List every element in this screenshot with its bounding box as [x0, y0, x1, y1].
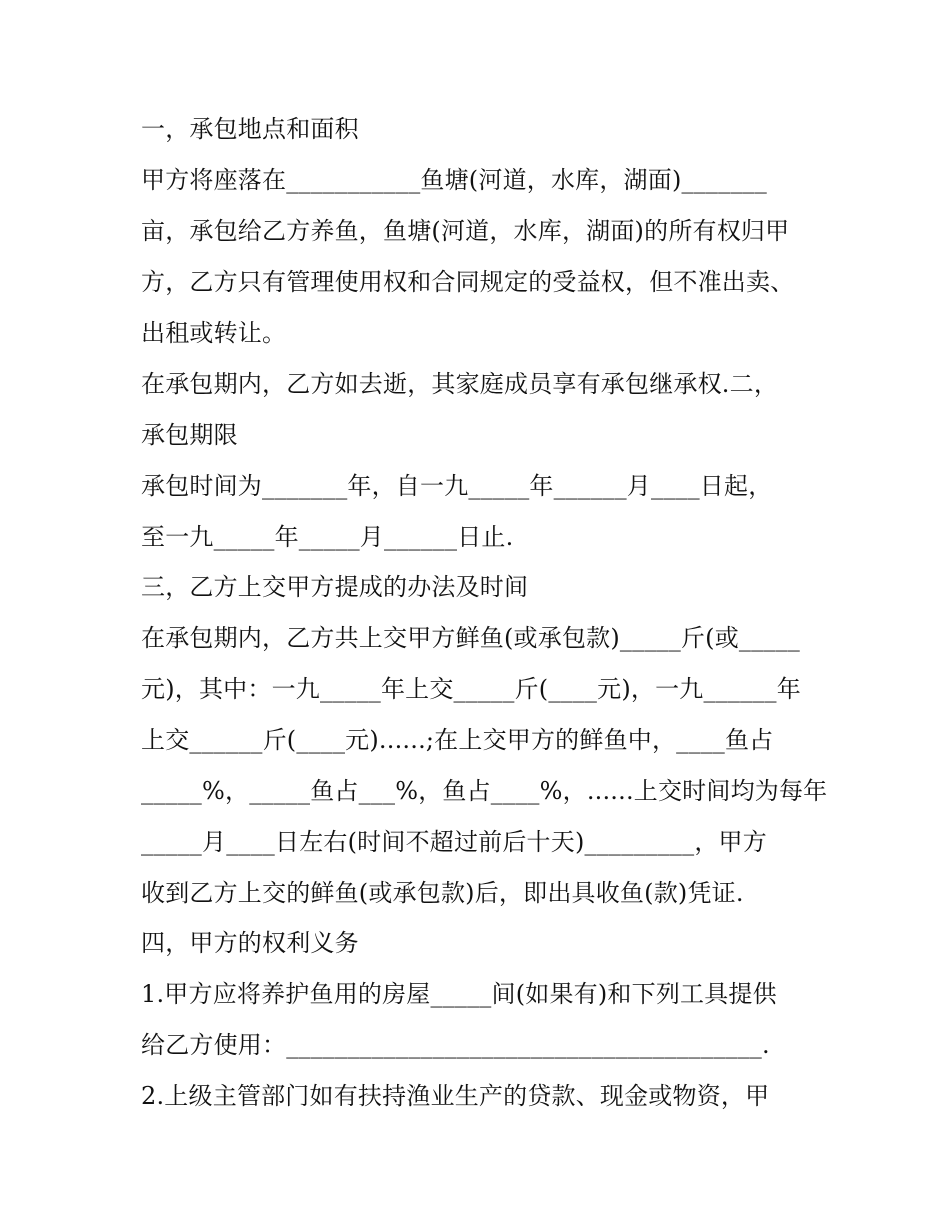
paragraph-line: 元)，其中：一九_____年上交_____斤(____元)，一九______年: [141, 675, 801, 703]
paragraph-line: 至一九_____年_____月______日止.: [141, 523, 514, 551]
paragraph-line: 上交______斤(____元)......;在上交甲方的鲜鱼中，____鱼占: [141, 726, 774, 754]
paragraph-line: 甲方将座落在___________鱼塘(河道，水库，湖面)_______: [141, 166, 767, 194]
list-item: 1.甲方应将养护鱼用的房屋_____间(如果有)和下列工具提供: [141, 980, 777, 1008]
list-item-continuation: 给乙方使用：_______________________________________.: [141, 1031, 770, 1059]
paragraph-line: 收到乙方上交的鲜鱼(或承包款)后，即出具收鱼(款)凭证.: [141, 879, 744, 907]
paragraph-line: 亩，承包给乙方养鱼，鱼塘(河道，水库，湖面)的所有权归甲: [141, 217, 790, 245]
section-1-heading: 一，承包地点和面积: [141, 115, 359, 143]
paragraph-line: _____%，_____鱼占___%，鱼占____%，......上交时间均为每年: [141, 777, 828, 805]
list-item: 2.上级主管部门如有扶持渔业生产的贷款、现金或物资，甲: [141, 1082, 770, 1110]
paragraph-line: _____月____日左右(时间不超过前后十天)_________，甲方: [141, 828, 767, 856]
paragraph-line: 承包时间为_______年，自一九_____年______月____日起，: [141, 472, 773, 500]
paragraph-line: 出租或转让。: [141, 319, 287, 347]
section-4-heading: 四，甲方的权利义务: [141, 929, 359, 957]
paragraph-line: 在承包期内，乙方共上交甲方鲜鱼(或承包款)_____斤(或_____: [141, 624, 800, 652]
paragraph-line: 在承包期内，乙方如去逝，其家庭成员享有承包继承权.二，: [141, 370, 779, 398]
section-3-heading: 三，乙方上交甲方提成的办法及时间: [141, 573, 529, 601]
paragraph-line: 方，乙方只有管理使用权和合同规定的受益权，但不准出卖、: [141, 268, 795, 296]
section-2-heading: 承包期限: [141, 421, 238, 449]
